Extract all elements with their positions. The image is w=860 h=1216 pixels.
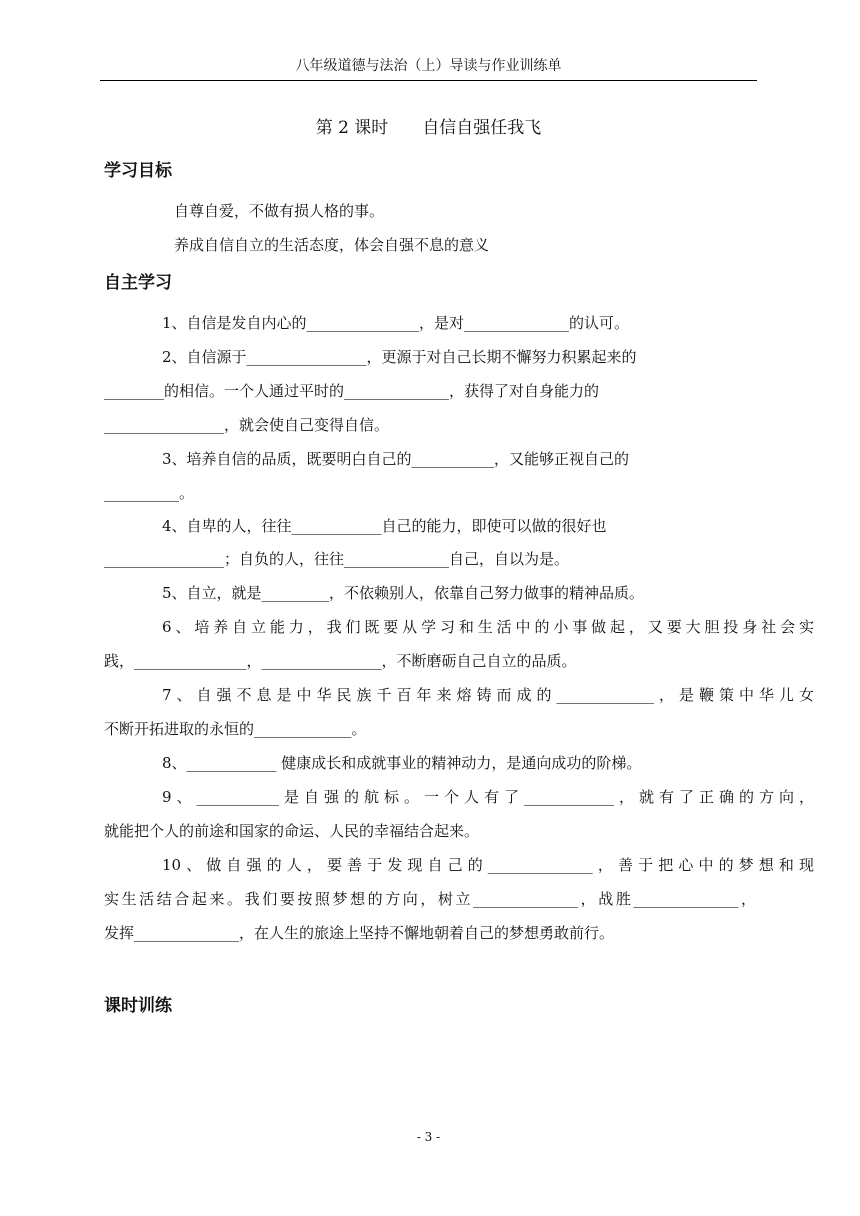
exercise-line: 实生活结合起来。我们要按照梦想的方向，树立______________，战胜______________，: [104, 890, 756, 908]
exercise-line: 5、自立，就是_________，不依赖别人，依靠自己努力做事的精神品质。: [162, 584, 645, 602]
exercise-line: ________________；自负的人，往往______________自己，自以为是。: [104, 550, 570, 568]
exercise-line: 2、自信源于________________，更源于对自己长期不懈努力积累起来的: [162, 348, 637, 366]
section-heading-training: 课时训练: [104, 996, 172, 1016]
exercise-line: 4、自卑的人，往往____________自己的能力，即使可以做的很好也: [162, 517, 607, 535]
goal-item: 养成自信自立的生活态度，体会自强不息的意义: [174, 236, 490, 254]
exercise-line: 就能把个人的前途和国家的命运、人民的幸福结合起来。: [104, 822, 480, 840]
header-divider: [100, 80, 757, 81]
lesson-title: [100, 116, 757, 140]
exercise-line: 践，_______________，________________，不断磨砺自己自立的品质。: [104, 652, 577, 670]
exercise-line: 发挥______________，在人生的旅途上坚持不懈地朝着自己的梦想勇敢前行。: [104, 924, 615, 942]
lesson-number: 第 2 课时: [315, 118, 389, 138]
exercise-line: 3、培养自信的品质，既要明白自己的___________，又能够正视自己的: [162, 450, 630, 468]
exercise-line: 10、做自强的人，要善于发现自己的______________，善于把心中的梦想和现: [162, 856, 814, 874]
exercise-line: 1、自信是发自内心的_______________，是对______________的认可。: [162, 314, 630, 332]
exercise-line: __________。: [104, 484, 195, 502]
lesson-name: 自信自强任我飞: [422, 118, 542, 138]
section-heading-goals: 学习目标: [104, 161, 172, 181]
page-number: - 3 -: [416, 1130, 441, 1144]
exercise-line: 7、自强不息是中华民族千百年来熔铸而成的_____________，是鞭策中华儿女: [162, 686, 814, 704]
exercise-line: ________的相信。一个人通过平时的______________，获得了对自身能力的: [104, 382, 600, 400]
page-header: 八年级道德与法治（上）导读与作业训练单: [295, 58, 562, 74]
exercise-line: 8、____________ 健康成长和成就事业的精神动力，是通向成功的阶梯。: [162, 754, 642, 772]
section-heading-self-study: 自主学习: [104, 273, 172, 293]
goal-item: 自尊自爱，不做有损人格的事。: [174, 202, 385, 220]
exercise-line: ________________，就会使自己变得自信。: [104, 416, 390, 434]
exercise-line: 不断开拓进取的永恒的_____________。: [104, 720, 367, 738]
exercise-line: 6、培养自立能力，我们既要从学习和生活中的小事做起，又要大胆投身社会实: [162, 618, 814, 636]
exercise-line: 9、___________是自强的航标。一个人有了____________，就有了正确的方向，: [162, 788, 814, 806]
